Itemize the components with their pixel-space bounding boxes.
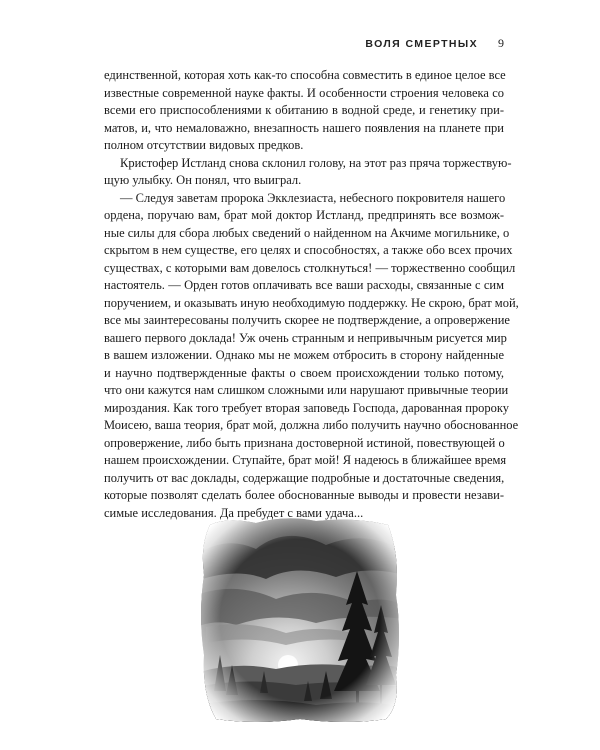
text-line: Кристофер Истланд снова склонил голову, на этот раз пряча торжествую- [120,155,512,170]
text-line: получить от вас доклады, содержащие подробные и достаточные сведения, [104,470,505,485]
text-line: все мы заинтересованы получить скорее не подтверждение, а опровержение [104,313,510,327]
text-line: что они кажутся нам слишком сложными или нарушают привычные теории [104,383,509,397]
text-line: существах, с которыми вам довелось столкнуться! — торжественно сообщил [104,260,516,275]
landscape-illustration [196,515,404,725]
text-line: в вашем изложении. Однако мы не можем отбросить в сторону найденные [104,348,504,362]
running-head-title: ВОЛЯ СМЕРТНЫХ [365,38,478,50]
text-line: полном отсутствии видовых предков. [104,138,304,152]
text-line: Моисею, ваша теория, брат мой, должна либо получить научно обоснованное [104,418,519,432]
page-number: 9 [498,36,504,50]
text-line: скрытом в нем существе, его целях и способностях, а также обо всех прочих [104,243,513,257]
text-line: вашего первого доклада! Уж очень странным и непривычным рисуется мир [104,330,507,345]
text-line: опровержение, либо быть признана достоверной истиной, повествующей о [104,435,505,450]
text-line: единственной, которая хоть как-то способна совместить в единое целое все [104,68,506,82]
text-line: мироздания. Как того требует вторая заповедь Господа, дарованная пророку [104,400,510,415]
text-line: нашем происхождении. Ступайте, брат мой! Я надеюсь в ближайшее время [104,453,507,467]
text-line: — Следуя заветам пророка Экклезиаста, небесного покровителя нашего [120,190,506,205]
text-line: настоятель. — Орден готов оплачивать все ваши расходы, связанные с сим [104,278,504,292]
text-line: известные современной науке факты. И особенности строения человека со [104,85,504,100]
running-head [104,36,504,51]
text-line: и научно подтвержденные факты о своем происхождении только потому, [104,365,504,380]
text-line: щую улыбку. Он понял, что выиграл. [104,173,302,187]
text-line: всеми его приспособлениями к обитанию в водной среде, и генетику при- [104,103,504,117]
text-line: ные силы для сбора любых сведений о найденном на Акчиме могильнике, о [104,225,510,240]
text-line: ордена, поручаю вам, брат мой доктор Истланд, предпринять все возмож- [104,208,504,222]
text-line: которые позволят сделать более обоснованные выводы и провести незави- [104,488,504,502]
text-line: матов, и, что немаловажно, внезапность нашего появления на планете при [104,120,504,135]
text-line: поручением, и оказывать иную необходимую поддержку. Не скрою, брат мой, [104,295,519,310]
body-text [104,67,519,522]
text-line: симые исследования. Да пребудет с вами удача... [104,505,364,520]
